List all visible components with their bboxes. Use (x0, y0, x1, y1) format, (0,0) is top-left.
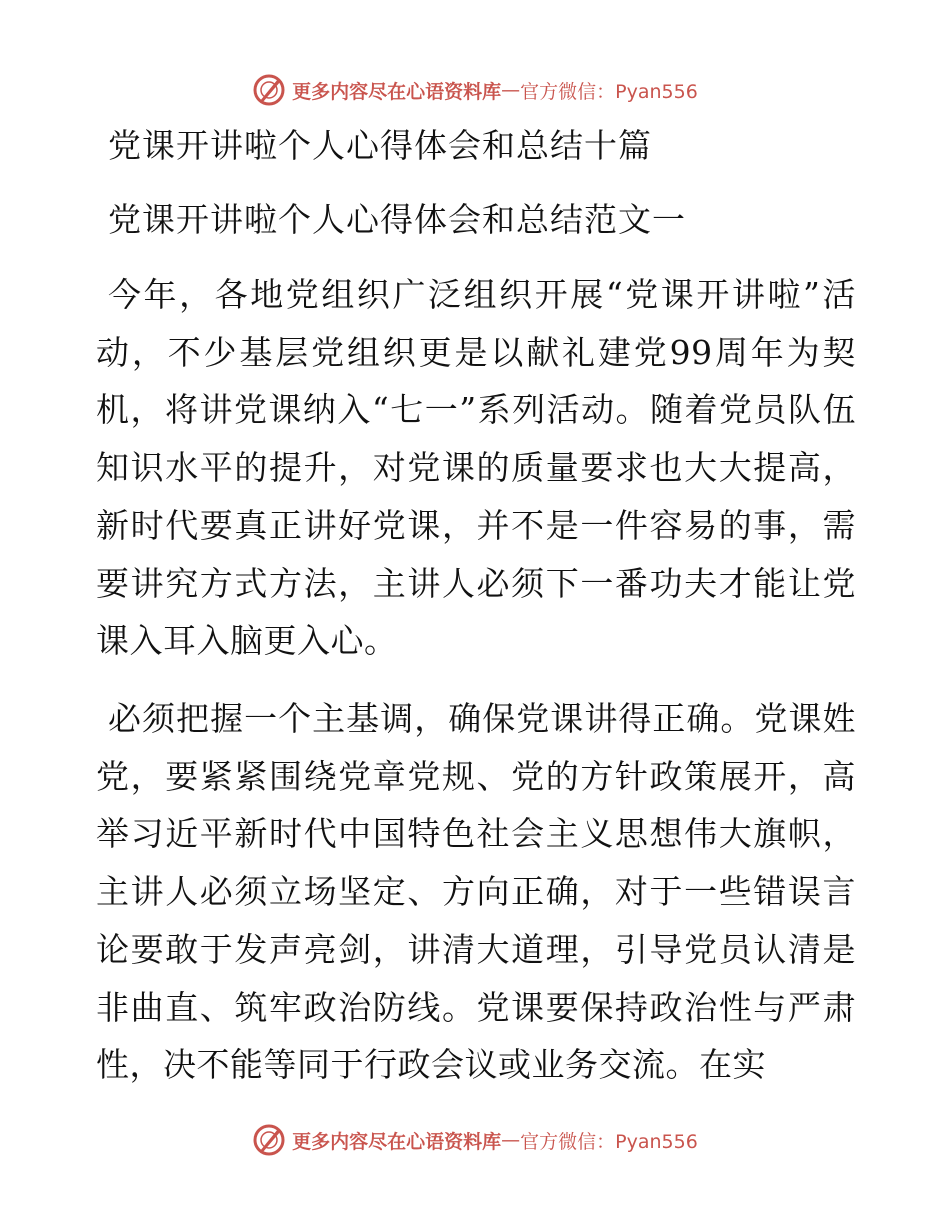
footer-banner (0, 1120, 950, 1160)
banner-separator: — (501, 1129, 521, 1151)
paragraph-1: 今年，各地党组织广泛组织开展“党课开讲啦”活动，不少基层党组织更是以献礼建党99周年为契机，将讲党课纳入“七一”系列活动。随着党员队伍知识水平的提升，对党课的质量要求也大大提高，新时代要真正讲好党课，并不是一件容易的事，需要讲究方式方法，主讲人必须下一番功夫才能让党课入耳入脑更入心。 (96, 275, 856, 661)
banner-left-text: 更多内容尽在心语资料库 (292, 1130, 502, 1153)
quill-seal-icon (252, 1123, 286, 1157)
document-title: 党课开讲啦个人心得体会和总结十篇 (108, 126, 652, 165)
banner-left-text: 更多内容尽在心语资料库 (292, 80, 502, 103)
document-subtitle: 党课开讲啦个人心得体会和总结范文一 (108, 200, 686, 239)
quill-seal-icon (252, 73, 286, 107)
banner-separator: — (501, 79, 521, 101)
header-banner (0, 70, 950, 110)
banner-right-text: 官方微信：Pyan556 (520, 80, 698, 103)
banner-right-text: 官方微信：Pyan556 (520, 1130, 698, 1153)
paragraph-2: 必须把握一个主基调，确保党课讲得正确。党课姓党，要紧紧围绕党章党规、党的方针政策展开，高举习近平新时代中国特色社会主义思想伟大旗帜，主讲人必须立场坚定、方向正确，对于一些错误言论要敢于发声亮剑，讲清大道理，引导党员认清是非曲直、筑牢政治防线。党课要保持政治性与严肃性，决不能等同于行政会议或业务交流。在实 (96, 699, 856, 1085)
